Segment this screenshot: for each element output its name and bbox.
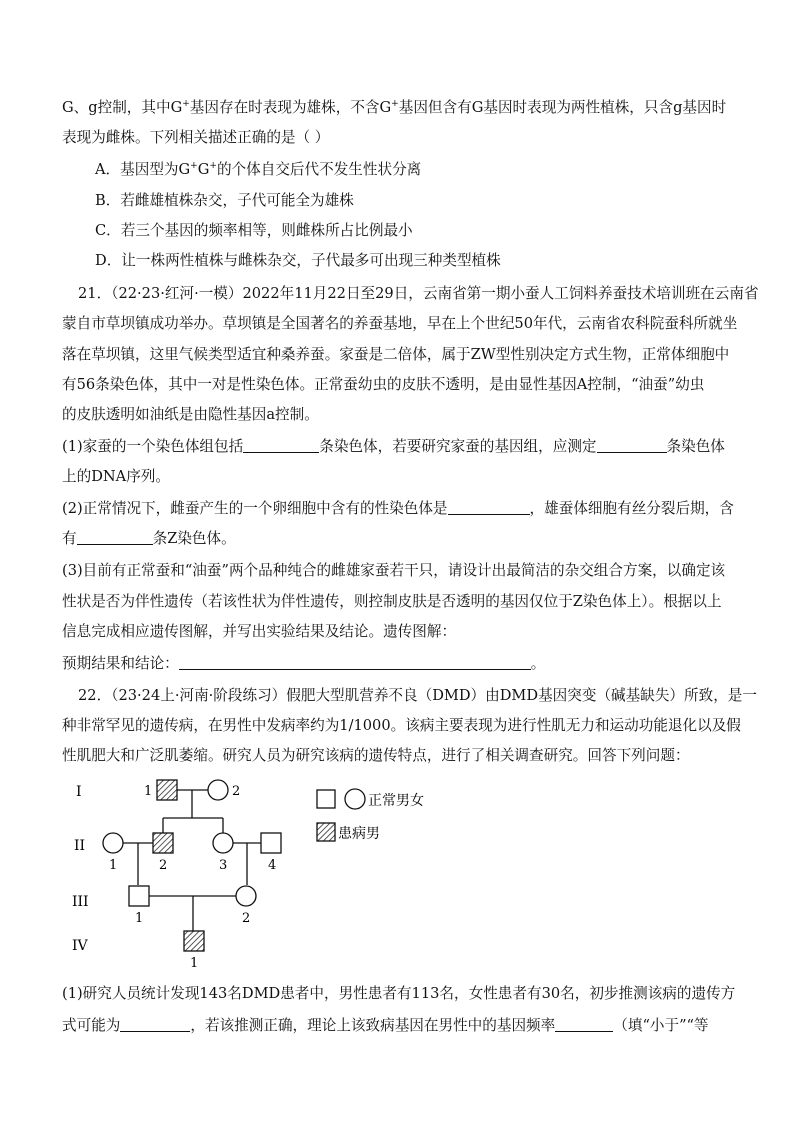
individual-III2-female	[236, 886, 256, 906]
gen-label-II: II	[74, 838, 86, 854]
q20-stem-line2: 表现为雌株。下列相关描述正确的是（ ）	[62, 129, 330, 146]
q21-stem-line3: 落在草坝镇，这里气候类型适宜种桑养蚕。家蚕是二倍体，属于ZW型性别决定方式生物，正常体细胞中	[62, 346, 730, 363]
answer-blank[interactable]	[597, 438, 667, 453]
q21-sub3-line2: 性状是否为伴性遗传（若该性状为伴性遗传，则控制皮肤是否透明的基因仅位于Z染色体上）。根据以上	[62, 593, 722, 610]
label-I2: 2	[232, 784, 241, 799]
legend-affected-label: 患病男	[338, 826, 380, 842]
answer-blank[interactable]	[555, 1017, 613, 1032]
label-II4: 4	[268, 858, 277, 873]
label-II2: 2	[159, 858, 168, 873]
q22-sub1-line1: (1)研究人员统计发现143名DMD患者中，男性患者有113名，女性患者有30名，初步推测该病的遗传方	[62, 985, 736, 1002]
gen-label-III: III	[72, 894, 89, 910]
q20-option-d: D．让一株两性植株与雌株杂交，子代最多可出现三种类型植株	[95, 252, 501, 269]
q21-sub2-line2: 有 条Z染色体。	[62, 530, 236, 547]
q21-stem-line2: 蒙自市草坝镇成功举办。草坝镇是全国著名的养蚕基地，早在上个世纪50年代，云南省农科院蚕科所就坐	[62, 315, 738, 332]
individual-I1-affected-male	[157, 780, 177, 800]
q21-stem-line1: 21．（22·23·红河·一模）2022年11月22日至29日，云南省第一期小蚕人工饲料养蚕技术培训班在云南省	[78, 285, 759, 302]
q21-sub1-line2: 上的DNA序列。	[62, 468, 170, 485]
individual-IV1-affected-male	[184, 931, 204, 951]
q21-stem-line5: 的皮肤透明如油纸是由隐性基因a控制。	[62, 406, 319, 423]
q22-stem-line2: 种非常罕见的遗传病，在男性中发病率约为1/1000。该病主要表现为进行性肌无力和运动功能退化以及假	[62, 717, 741, 734]
q22-stem-line3: 性肌肥大和广泛肌萎缩。研究人员为研究该病的遗传特点，进行了相关调查研究。回答下列问题：	[62, 747, 690, 764]
q20-stem-line1: G、g控制，其中G+基因存在时表现为雄株，不含G+基因但含有G基因时表现为两性植株，只含g基因时	[62, 99, 727, 116]
individual-II3-female	[213, 833, 233, 853]
individual-II4-male	[261, 833, 281, 853]
label-II3: 3	[219, 858, 228, 873]
individual-II1-female	[103, 833, 123, 853]
q21-sub2: (2)正常情况下，雌蚕产生的一个卵细胞中含有的性染色体是 ，雄蚕体细胞有丝分裂后期，含	[62, 500, 734, 517]
q21-sub3-line3: 信息完成相应遗传图解，并写出实验结果及结论。遗传图解：	[62, 623, 457, 640]
label-III2: 2	[242, 911, 251, 926]
legend-affected-male-symbol	[317, 823, 335, 841]
individual-III1-male	[129, 886, 149, 906]
q21-sub3-line1: (3)目前有正常蚕和“油蚕”两个品种纯合的雌雄家蚕若干只，请设计出最简洁的杂交组合方案，以确定该	[62, 562, 726, 579]
legend-normal-label: 正常男女	[368, 793, 424, 809]
pedigree-diagram	[60, 770, 460, 970]
q22-stem-line1: 22．（23·24上·河南·阶段练习）假肥大型肌营养不良（DMD）由DMD基因突变（碱基缺失）所致，是一	[78, 687, 757, 704]
q20-option-a: A．基因型为G+G+的个体自交后代不发生性状分离	[95, 161, 422, 178]
label-III1: 1	[135, 911, 144, 926]
label-I1: 1	[144, 784, 153, 799]
q22-sub1-line2: 式可能为 ，若该推测正确，理论上该致病基因在男性中的基因频率 （填“小于”“等	[62, 1017, 709, 1034]
answer-blank[interactable]	[120, 1017, 190, 1032]
q20-option-c: C．若三个基因的频率相等，则雌株所占比例最小	[95, 222, 413, 239]
q21-sub1: (1)家蚕的一个染色体组包括 条染色体，若要研究家蚕的基因组，应测定 条染色体	[62, 438, 725, 455]
answer-blank[interactable]	[243, 438, 319, 453]
label-II1: 1	[109, 858, 118, 873]
legend-normal-female-symbol	[345, 789, 365, 809]
q20-option-b: B．若雌雄植株杂交，子代可能全为雄株	[95, 192, 354, 209]
q21-sub3-line4: 预期结果和结论： 。	[62, 655, 546, 672]
answer-blank[interactable]	[179, 655, 531, 670]
individual-II2-affected-male	[153, 833, 173, 853]
label-IV1: 1	[190, 956, 199, 970]
answer-blank[interactable]	[77, 530, 153, 545]
q21-stem-line4: 有56条染色体，其中一对是性染色体。正常蚕幼虫的皮肤不透明，是由显性基因A控制，“油蚕”幼虫	[62, 376, 705, 393]
individual-I2-female	[208, 780, 228, 800]
gen-label-IV: IV	[72, 938, 88, 954]
answer-blank[interactable]	[448, 500, 530, 515]
legend-normal-male-symbol	[317, 790, 335, 808]
gen-label-I: I	[76, 784, 82, 800]
pedigree-lines	[123, 790, 261, 931]
